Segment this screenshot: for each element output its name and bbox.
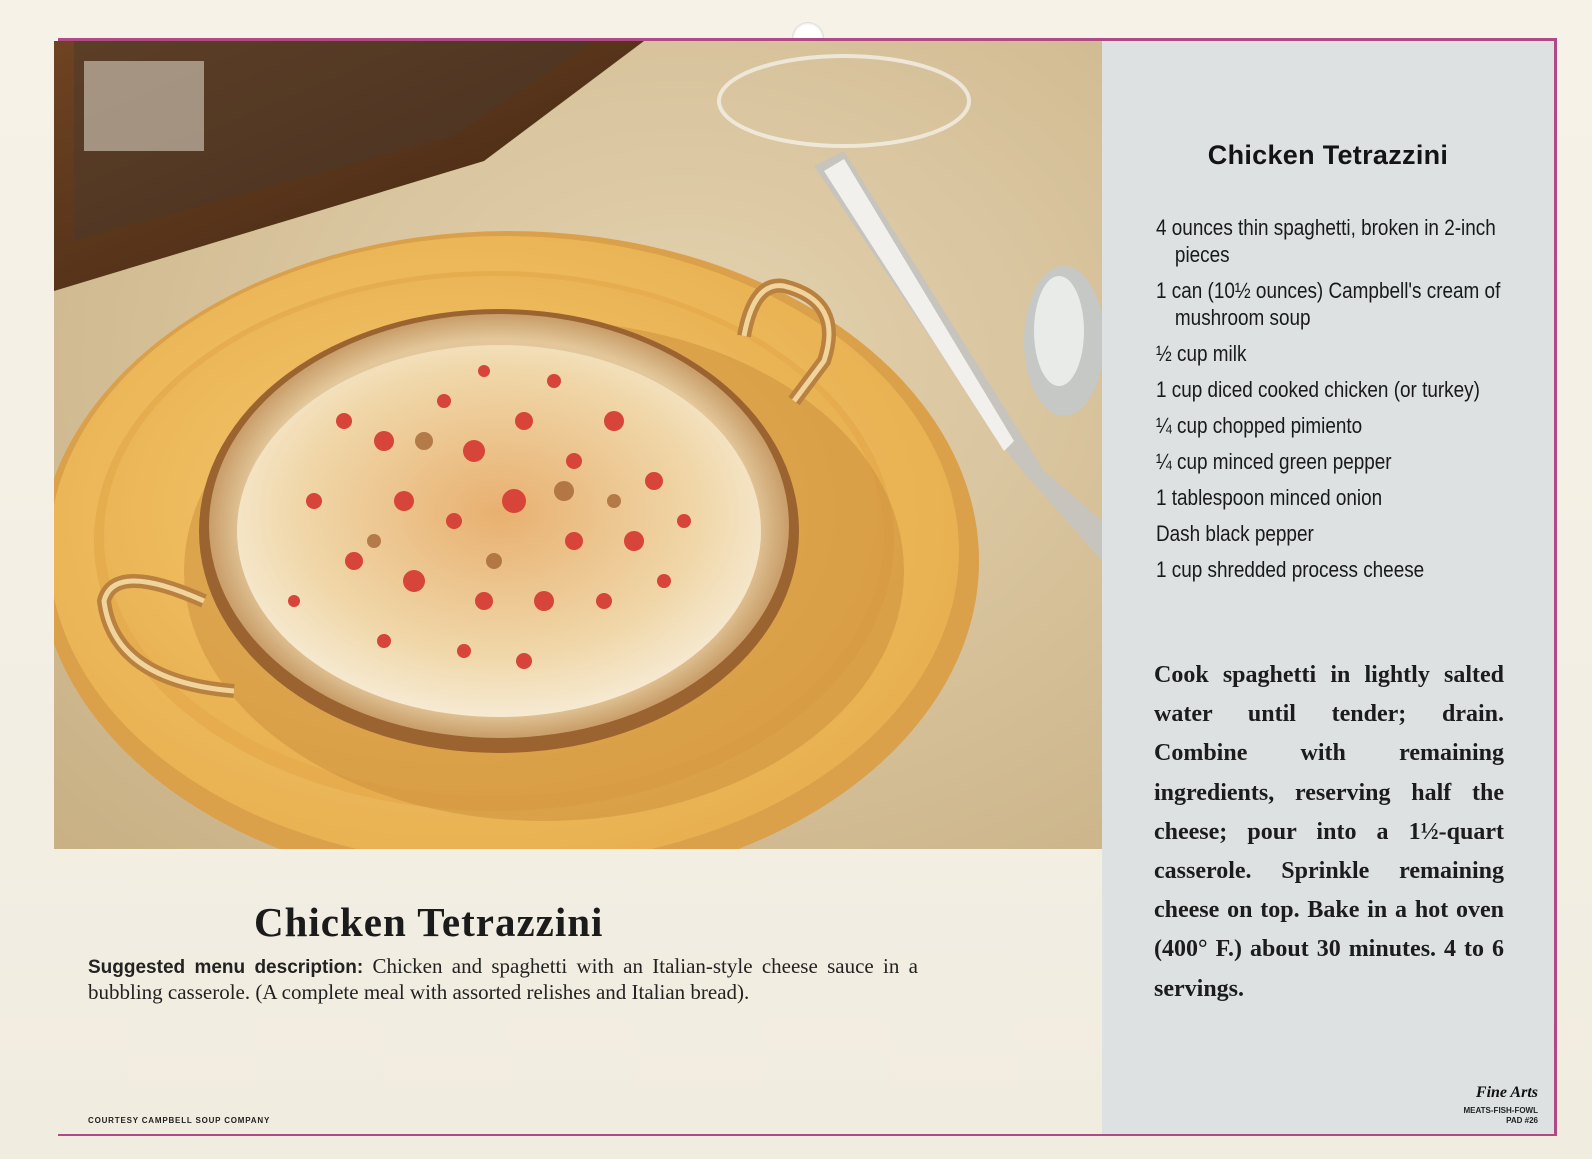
frame-border-bottom xyxy=(58,1134,1556,1136)
recipe-title: Chicken Tetrazzini xyxy=(1207,140,1449,170)
pad-identifier xyxy=(1430,1106,1538,1126)
ingredient-item: 4 ounces thin spaghetti, broken in 2-inch pieces xyxy=(1156,215,1496,267)
ingredient-item: Dash black pepper xyxy=(1156,521,1314,546)
pad-category: MEATS-FISH-FOWL xyxy=(1463,1106,1538,1115)
ingredient-item: ¼ cup chopped pimiento xyxy=(1156,413,1363,438)
ingredient-item: 1 tablespoon minced onion xyxy=(1156,485,1383,510)
ingredient-item: ¼ cup minced green pepper xyxy=(1156,449,1392,474)
pad-number: PAD #26 xyxy=(1506,1116,1538,1125)
courtesy-line: COURTESY CAMPBELL SOUP COMPANY xyxy=(88,1116,271,1125)
page-title: Chicken Tetrazzini xyxy=(254,899,604,945)
frame-border-right xyxy=(1554,38,1557,1136)
ingredient-item: 1 cup diced cooked chicken (or turkey) xyxy=(1156,377,1480,402)
menu-description-lead: Suggested menu description: xyxy=(88,957,364,978)
chicken-tetrazzini-photo-icon xyxy=(54,41,1102,849)
ingredient-list xyxy=(1156,214,1506,592)
recipe-instructions: Cook spaghetti in lightly salted water until tender; drain. Combine with remaining ingredients, reserving half the cheese; pour into a 1½-quart casserole. Sprinkle remaining cheese on top. Bake in a hot oven (400° F.) about 30 minutes. 4 to 6 servings. xyxy=(1154,662,1504,1002)
publisher-logo: Fine Arts xyxy=(1475,1084,1538,1101)
menu-description-text: Chicken and spaghetti with an Italian-style cheese sauce in a bubbling casserole. (A complete meal with assorted relishes and Italian bread). xyxy=(88,954,918,1004)
menu-description xyxy=(88,954,918,1005)
ingredient-item: ½ cup milk xyxy=(1156,341,1247,366)
dish-photo xyxy=(54,41,1102,849)
ingredient-item: 1 cup shredded process cheese xyxy=(1156,557,1425,582)
ingredient-item: 1 can (10½ ounces) Campbell's cream of mushroom soup xyxy=(1156,278,1501,330)
